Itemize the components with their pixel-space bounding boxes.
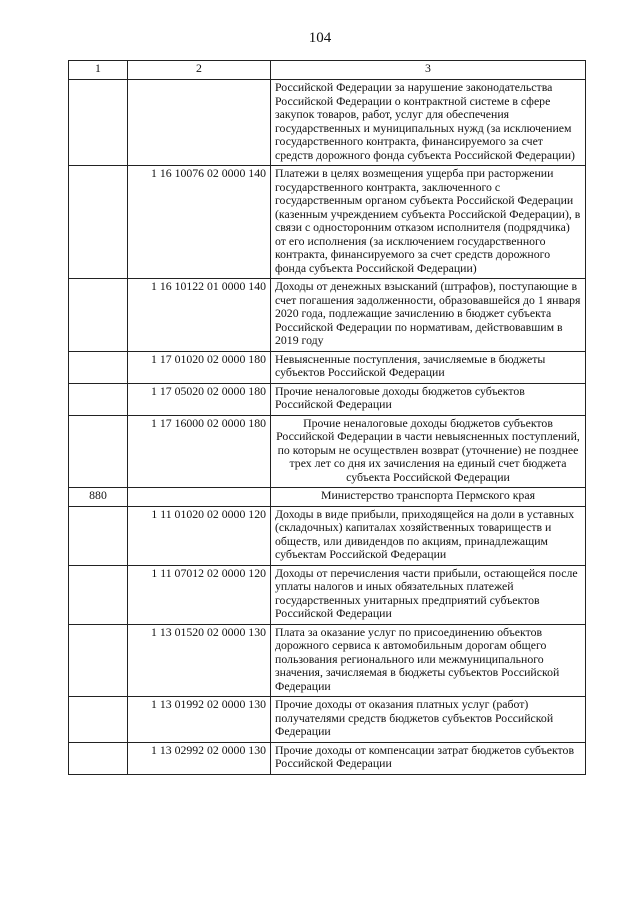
column-header-2: 2 — [128, 61, 271, 80]
revenue-code-cell: 1 16 10076 02 0000 140 — [128, 166, 271, 279]
admin-code-cell — [69, 415, 128, 488]
revenue-code-cell: 1 11 01020 02 0000 120 — [128, 506, 271, 565]
revenue-description-cell: Платежи в целях возмещения ущерба при расторжении государственного контракта, заключенного с государственным органом субъекта Российской Федерации (казенным учреждением субъекта Российской Федерации), в связи с односторонним отказом исполнителя (подрядчика) от его исполнения (за исключением государственного контракта, финансируемого за счет средств дорожного фонда субъекта Российской Федерации) — [271, 166, 586, 279]
revenue-description-cell: Плата за оказание услуг по присоединению объектов дорожного сервиса к автомобильным дорогам общего пользования регионального или межмуниципального значения, зачисляемая в бюджеты субъектов Российской Федерации — [271, 624, 586, 697]
admin-code-cell — [69, 565, 128, 624]
table-row — [69, 506, 586, 565]
table-row — [69, 279, 586, 352]
revenue-code-cell — [128, 80, 271, 166]
table-row — [69, 415, 586, 488]
column-header-1: 1 — [69, 61, 128, 80]
revenue-codes-table — [68, 60, 586, 775]
admin-code-cell — [69, 279, 128, 352]
revenue-description-cell: Прочие доходы от оказания платных услуг (работ) получателями средств бюджетов субъектов Российской Федерации — [271, 697, 586, 743]
revenue-code-cell: 1 13 01520 02 0000 130 — [128, 624, 271, 697]
revenue-description-cell: Прочие неналоговые доходы бюджетов субъектов Российской Федерации в части невыясненных поступлений, по которым не осуществлен возврат (уточнение) не позднее трех лет со дня их зачисления на единый счет бюджета субъекта Российской Федерации — [271, 415, 586, 488]
revenue-code-cell: 1 13 02992 02 0000 130 — [128, 742, 271, 774]
admin-code-cell — [69, 383, 128, 415]
revenue-description-cell: Прочие доходы от компенсации затрат бюджетов субъектов Российской Федерации — [271, 742, 586, 774]
revenue-code-cell: 1 17 05020 02 0000 180 — [128, 383, 271, 415]
revenue-code-cell: 1 13 01992 02 0000 130 — [128, 697, 271, 743]
admin-code-cell: 880 — [69, 488, 128, 507]
admin-code-cell — [69, 351, 128, 383]
table-body — [69, 61, 586, 775]
revenue-code-cell — [128, 488, 271, 507]
revenue-code-cell: 1 17 16000 02 0000 180 — [128, 415, 271, 488]
admin-code-cell — [69, 166, 128, 279]
table-row — [69, 166, 586, 279]
revenue-description-cell: Министерство транспорта Пермского края — [271, 488, 586, 507]
table-row — [69, 351, 586, 383]
table-row — [69, 565, 586, 624]
table-row — [69, 383, 586, 415]
table-header-row — [69, 61, 586, 80]
table-row — [69, 697, 586, 743]
revenue-description-cell: Доходы в виде прибыли, приходящейся на доли в уставных (складочных) капиталах хозяйственных товариществ и обществ, или дивидендов по акциям, принадлежащим субъектам Российской Федерации — [271, 506, 586, 565]
revenue-code-cell: 1 17 01020 02 0000 180 — [128, 351, 271, 383]
table-row — [69, 80, 586, 166]
table-row — [69, 624, 586, 697]
revenue-description-cell: Прочие неналоговые доходы бюджетов субъектов Российской Федерации — [271, 383, 586, 415]
table-row — [69, 742, 586, 774]
table-row — [69, 488, 586, 507]
revenue-description-cell: Российской Федерации за нарушение законодательства Российской Федерации о контрактной системе в сфере закупок товаров, работ, услуг для обеспечения государственных и муниципальных нужд (за исключением государственного контракта, финансируемого за счет средств дорожного фонда субъекта Российской Федерации) — [271, 80, 586, 166]
revenue-description-cell: Доходы от денежных взысканий (штрафов), поступающие в счет погашения задолженности, образовавшейся до 1 января 2020 года, подлежащие зачислению в бюджет субъекта Российской Федерации по нормативам, действовавшим в 2019 году — [271, 279, 586, 352]
revenue-description-cell: Невыясненные поступления, зачисляемые в бюджеты субъектов Российской Федерации — [271, 351, 586, 383]
revenue-code-cell: 1 16 10122 01 0000 140 — [128, 279, 271, 352]
admin-code-cell — [69, 80, 128, 166]
revenue-code-cell: 1 11 07012 02 0000 120 — [128, 565, 271, 624]
admin-code-cell — [69, 697, 128, 743]
admin-code-cell — [69, 624, 128, 697]
column-header-3: 3 — [271, 61, 586, 80]
page-number: 104 — [308, 30, 332, 46]
revenue-description-cell: Доходы от перечисления части прибыли, остающейся после уплаты налогов и иных обязательных платежей государственных унитарных предприятий субъектов Российской Федерации — [271, 565, 586, 624]
admin-code-cell — [69, 742, 128, 774]
admin-code-cell — [69, 506, 128, 565]
